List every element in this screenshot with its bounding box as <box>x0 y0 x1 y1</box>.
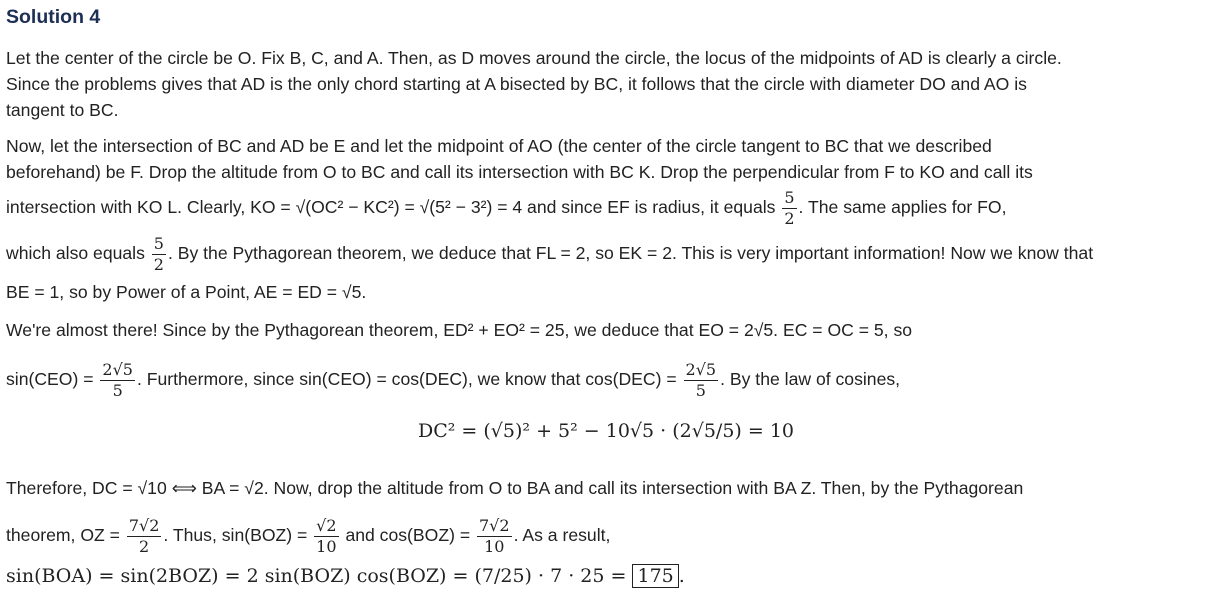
fraction-numerator: 2√5 <box>685 360 717 379</box>
p4-line-2: theorem, OZ = $\frac{7√2}{2}$ . Thus, sin(BOZ) = $\frac{√2}{10}$ and cos(BOZ) = $\frac{7√2}{10}$ . As a result, <box>6 516 611 556</box>
fraction-numerator: 7√2 <box>128 516 160 535</box>
fraction-numerator: √2 <box>316 516 337 535</box>
p2-line-3: intersection with KO L. Clearly, KO = √(OC² − KC²) = √(5² − 3²) = 4 and since EF is radius, it equals $\frac{5}{2}$ . The same applies for FO, <box>6 188 1007 228</box>
p4-line-2-text-d: As a result, <box>522 525 611 546</box>
p3-line-2-text-c: By the law of cosines, <box>729 369 901 390</box>
p1-line-1: Let the center of the circle be O. Fix B, C, and A. Then, as D moves around the circle, the locus of the midpoints of AD is clearly a circle. <box>6 48 1062 68</box>
p2-line-4-text-b: By the Pythagorean theorem, we deduce that FL = 2, so EK = 2. This is very important information! Now we know that <box>177 243 1094 264</box>
p4-line-1: Therefore, DC = √10 ⟺ BA = √2. Now, drop the altitude from O to BA and call its intersection with BA Z. Then, by the Pythagorean <box>6 478 1024 498</box>
p4-line-3: sin(BOA) = sin(2BOZ) = 2 sin(BOZ) cos(BOZ) = (7/25) · 7 · 25 = 175 . <box>6 565 685 587</box>
p2-line-3-text-a: intersection with KO L. Clearly, KO = √(OC² − KC²) = √(5² − 3²) = 4 and since EF is radius, it equals <box>6 197 776 218</box>
fraction-denominator: 2 <box>139 537 150 556</box>
fraction-denominator: 10 <box>484 537 505 556</box>
fraction-2root5-over-5 <box>100 360 135 401</box>
fraction-denominator: 2 <box>784 209 795 228</box>
p2-line-4-text-a: which also equals <box>6 243 145 264</box>
law-of-cosines-equation: DC² = (√5)² + 5² − 10√5 · (2√5/5) = 10 <box>418 420 794 442</box>
p2-line-1: Now, let the intersection of BC and AD be E and let the midpoint of AO (the center of the circle tangent to BC that we described <box>6 136 992 156</box>
p2-line-5: BE = 1, so by Power of a Point, AE = ED = √5. <box>6 282 367 302</box>
fraction-7root2-over-10 <box>477 516 512 557</box>
final-answer-box: 175 <box>632 564 678 588</box>
p3-line-2-text-b: Furthermore, since sin(CEO) = cos(DEC), we know that cos(DEC) = <box>146 369 677 390</box>
p2-line-4: which also equals $\frac{5}{2}$ . By the Pythagorean theorem, we deduce that FL = 2, so EK = 2. This is very important information! Now we know that <box>6 234 1094 274</box>
fraction-numerator: 5 <box>784 188 795 207</box>
p2-line-2: beforehand) be F. Drop the altitude from O to BC and call its intersection with BC K. Drop the perpendicular from F to KO and call its <box>6 162 1033 182</box>
fraction-7root2-over-2 <box>127 516 162 557</box>
fraction-denominator: 5 <box>112 381 123 400</box>
fraction-numerator: 7√2 <box>479 516 510 535</box>
p4-line-2-text-c: and cos(BOZ) = <box>345 525 471 546</box>
fraction-denominator: 5 <box>695 381 706 400</box>
final-equation: sin(BOA) = sin(2BOZ) = 2 sin(BOZ) cos(BOZ) = (7/25) · 7 · 25 = <box>6 565 627 587</box>
solution-heading: Solution 4 <box>6 6 101 28</box>
p3-line-1: We're almost there! Since by the Pythagorean theorem, ED² + EO² = 25, we deduce that EO = 2√5. EC = OC = 5, so <box>6 320 913 340</box>
p3-line-2-text-a: sin(CEO) = <box>6 369 94 390</box>
fraction-denominator: 2 <box>153 255 164 274</box>
fraction-five-halves-2 <box>152 234 166 275</box>
p1-line-2: Since the problems gives that AD is the only chord starting at A bisected by BC, it follows that the circle with diameter DO and AO is <box>6 74 1027 94</box>
fraction-root2-over-10 <box>314 516 338 557</box>
p2-line-3-text-b: The same applies for FO, <box>808 197 1007 218</box>
fraction-numerator: 5 <box>153 234 164 253</box>
fraction-numerator: 2√5 <box>102 360 133 379</box>
fraction-five-halves <box>782 188 796 229</box>
p1-line-3: tangent to BC. <box>6 100 119 120</box>
fraction-denominator: 10 <box>316 537 337 556</box>
p4-line-2-text-b: Thus, sin(BOZ) = <box>172 525 308 546</box>
p4-line-2-text-a: theorem, OZ = <box>6 525 120 546</box>
p3-line-2: sin(CEO) = $\frac{2√5}{5}$ . Furthermore, since sin(CEO) = cos(DEC), we know that cos(DEC) = $\frac{2√5}{5}$ . By the law of cosines, <box>6 360 901 400</box>
fraction-2root5-over-5-b <box>684 360 719 401</box>
